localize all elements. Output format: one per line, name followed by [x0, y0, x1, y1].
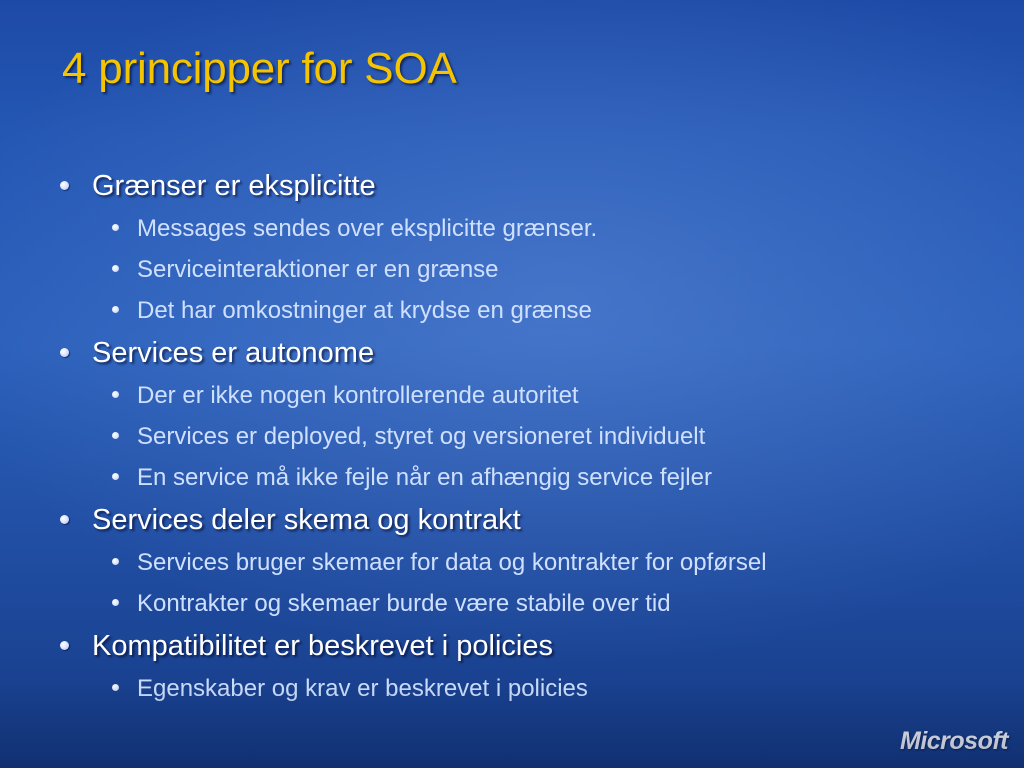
- sub-bullet-icon: [112, 599, 119, 606]
- microsoft-logo: Microsoft: [900, 727, 1008, 755]
- section-schema-contract: [60, 498, 980, 624]
- bullet-subitem-text: En service må ikke fejle når en afhængig service fejler: [137, 464, 712, 491]
- bullet-heading-text: Kompatibilitet er beskrevet i policies: [92, 630, 553, 662]
- bullet-subitem: [60, 290, 980, 331]
- bullet-subitem: [60, 249, 980, 290]
- bullet-heading-text: Grænser er eksplicitte: [92, 170, 376, 202]
- bullet-subitem-text: Der er ikke nogen kontrollerende autoritet: [137, 382, 579, 409]
- bullet-subitem: [60, 416, 980, 457]
- bullet-list: [60, 164, 980, 709]
- sub-bullet-icon: [112, 391, 119, 398]
- bullet-icon: [60, 181, 69, 190]
- slide-title: 4 principper for SOA: [62, 44, 457, 93]
- bullet-subitem-text: Services bruger skemaer for data og kontrakter for opførsel: [137, 549, 767, 576]
- bullet-heading: [60, 331, 980, 375]
- section-compatibility: [60, 624, 980, 709]
- section-autonomy: [60, 331, 980, 498]
- bullet-subitem-text: Services er deployed, styret og versioneret individuelt: [137, 423, 706, 450]
- section-boundaries: [60, 164, 980, 331]
- bullet-subitem-text: Serviceinteraktioner er en grænse: [137, 256, 499, 283]
- bullet-heading: [60, 498, 980, 542]
- bullet-subitem: [60, 668, 980, 709]
- bullet-heading-text: Services deler skema og kontrakt: [92, 504, 521, 536]
- bullet-subitem: [60, 375, 980, 416]
- bullet-icon: [60, 515, 69, 524]
- bullet-heading-text: Services er autonome: [92, 337, 375, 369]
- bullet-subitem-text: Det har omkostninger at krydse en grænse: [137, 297, 592, 324]
- sub-bullet-icon: [112, 306, 119, 313]
- sub-bullet-icon: [112, 432, 119, 439]
- sub-bullet-icon: [112, 558, 119, 565]
- bullet-subitem: [60, 542, 980, 583]
- bullet-subitem-text: Messages sendes over eksplicitte grænser.: [137, 215, 598, 242]
- sub-bullet-icon: [112, 684, 119, 691]
- bullet-subitem: [60, 583, 980, 624]
- bullet-icon: [60, 348, 69, 357]
- bullet-subitem-text: Kontrakter og skemaer burde være stabile over tid: [137, 590, 671, 617]
- sub-bullet-icon: [112, 473, 119, 480]
- bullet-subitem: [60, 208, 980, 249]
- bullet-icon: [60, 641, 69, 650]
- sub-bullet-icon: [112, 265, 119, 272]
- bullet-heading: [60, 624, 980, 668]
- bullet-heading: [60, 164, 980, 208]
- sub-bullet-icon: [112, 224, 119, 231]
- bullet-subitem: [60, 457, 980, 498]
- bullet-subitem-text: Egenskaber og krav er beskrevet i policies: [137, 675, 588, 702]
